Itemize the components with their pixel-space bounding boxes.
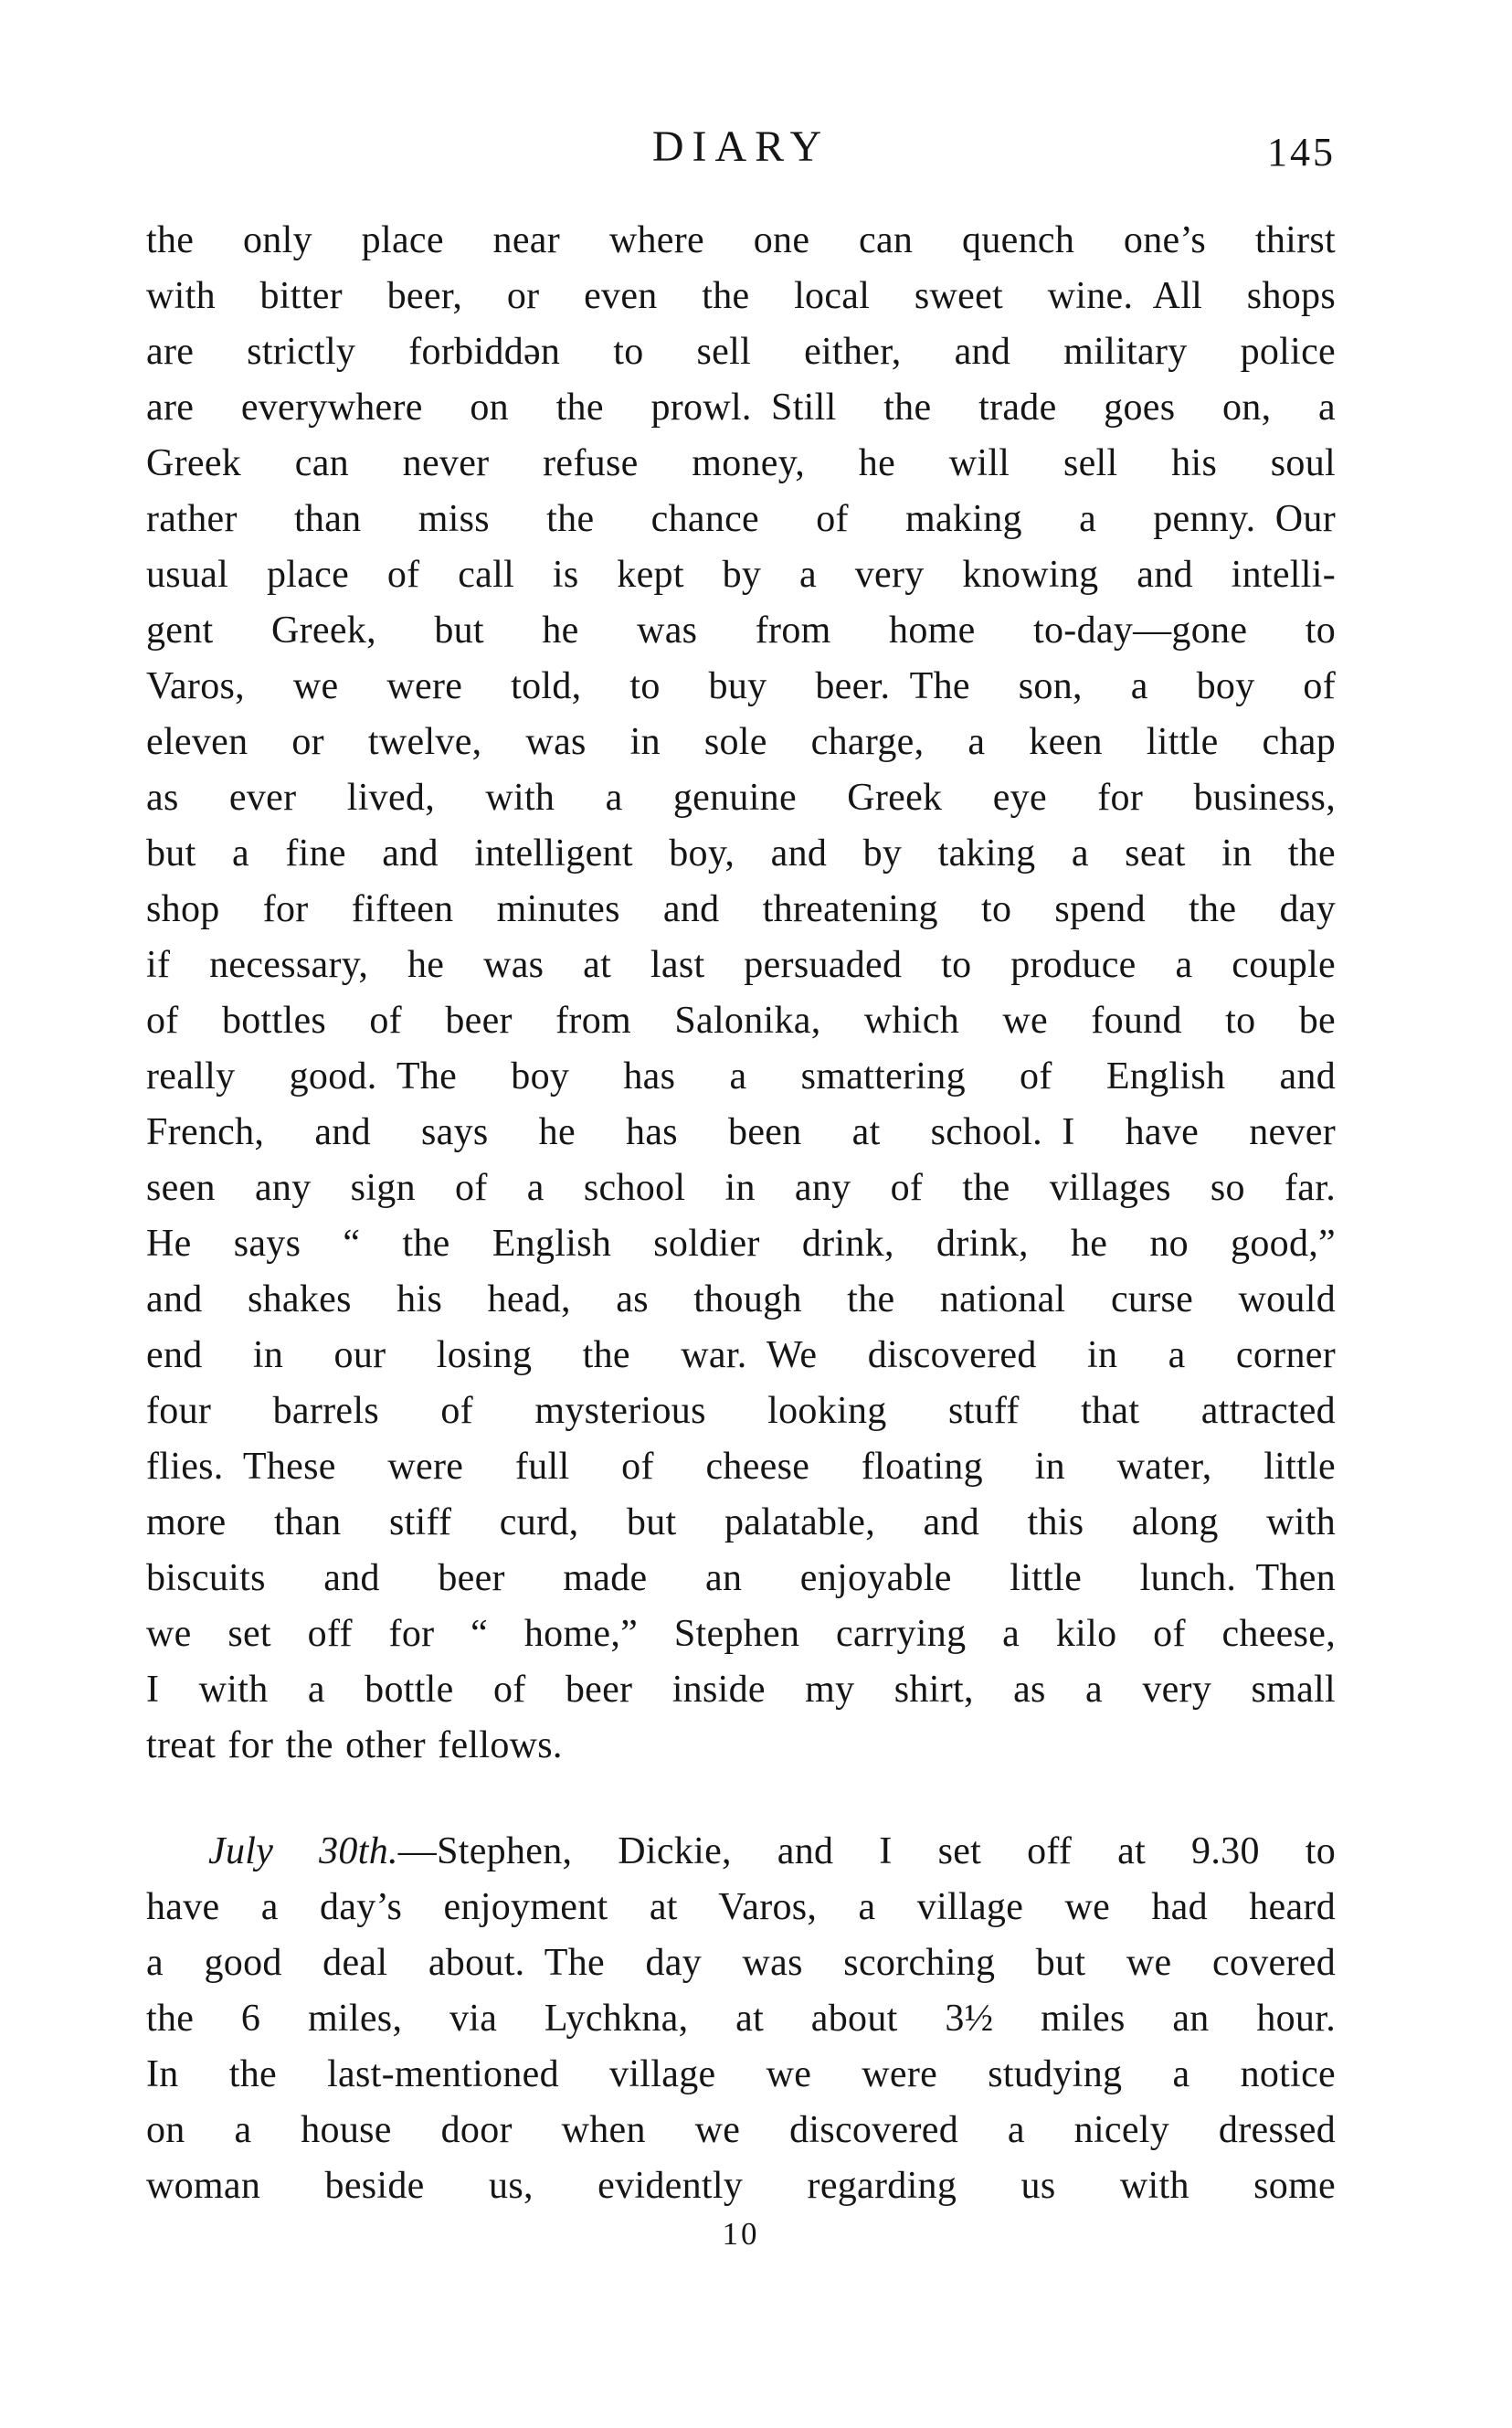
text-line: gent Greek, but he was from home to-day—gone to: [146, 610, 1336, 652]
text-line: of bottles of beer from Salonika, which we found to be: [146, 1000, 1336, 1042]
text-line-continuation: —Stephen, Dickie, and I set off at 9.30 to: [397, 1830, 1336, 1872]
text-line: rather than miss the chance of making a penny. Our: [146, 498, 1336, 540]
text-line: In the last-mentioned village we were studying a notice: [146, 2053, 1336, 2095]
text-line: shop for fifteen minutes and threatening to spend the day: [146, 888, 1336, 930]
diary-paragraph-2: [146, 1824, 1336, 2214]
text-line: end in our losing the war. We discovered in a corner: [146, 1334, 1336, 1376]
text-line: the 6 miles, via Lychkna, at about 3½ miles an hour.: [146, 1998, 1336, 2040]
text-line: He says “ the English soldier drink, drink, he no good,”: [146, 1223, 1336, 1265]
text-line: with bitter beer, or even the local sweet wine. All shops: [146, 275, 1336, 317]
diary-paragraph-1: [146, 213, 1336, 1774]
text-line: we set off for “ home,” Stephen carrying a kilo of cheese,: [146, 1613, 1336, 1655]
text-line: biscuits and beer made an enjoyable little lunch. Then: [146, 1557, 1336, 1599]
text-line: woman beside us, evidently regarding us with some: [146, 2165, 1336, 2207]
text-line: and shakes his head, as though the national curse would: [146, 1278, 1336, 1320]
text-line: treat for the other fellows.: [146, 1724, 563, 1766]
text-line: are strictly forbiddən to sell either, and military police: [146, 331, 1336, 373]
text-line: [146, 1824, 1336, 1880]
text-line: really good. The boy has a smattering of English and: [146, 1055, 1336, 1097]
text-line: a good deal about. The day was scorching but we covered: [146, 1942, 1336, 1984]
text-block: [146, 122, 1336, 2254]
page-number: 145: [1267, 130, 1336, 175]
text-line: have a day’s enjoyment at Varos, a village we had heard: [146, 1886, 1336, 1928]
text-line: the only place near where one can quench one’s thirst: [146, 219, 1336, 261]
text-line: Greek can never refuse money, he will sell his soul: [146, 442, 1336, 484]
text-line: eleven or twelve, was in sole charge, a keen little chap: [146, 721, 1336, 763]
text-line: usual place of call is kept by a very knowing and intelli-: [146, 554, 1336, 596]
text-line: if necessary, he was at last persuaded to produce a couple: [146, 944, 1336, 986]
text-line: more than stiff curd, but palatable, and this along with: [146, 1501, 1336, 1543]
text-line: are everywhere on the prowl. Still the trade goes on, a: [146, 387, 1336, 429]
diary-paragraph-2-lines: [146, 1880, 1336, 2214]
page-title: DIARY: [651, 122, 830, 171]
text-line: four barrels of mysterious looking stuff that attracted: [146, 1390, 1336, 1432]
text-line: I with a bottle of beer inside my shirt, as a very small: [146, 1669, 1336, 1711]
text-line: French, and says he has been at school. I have never: [146, 1111, 1336, 1153]
text-line: seen any sign of a school in any of the villages so far.: [146, 1167, 1336, 1209]
text-line: as ever lived, with a genuine Greek eye for business,: [146, 777, 1336, 819]
running-head: [146, 122, 1336, 213]
text-line: flies. These were full of cheese floating in water, little: [146, 1446, 1336, 1488]
text-line: but a fine and intelligent boy, and by taking a seat in the: [146, 832, 1336, 875]
diary-date-heading: July 30th.: [208, 1830, 398, 1872]
text-line: Varos, we were told, to buy beer. The son, a boy of: [146, 665, 1336, 707]
signature-mark: 10: [722, 2216, 760, 2252]
text-line: on a house door when we discovered a nicely dressed: [146, 2109, 1336, 2151]
